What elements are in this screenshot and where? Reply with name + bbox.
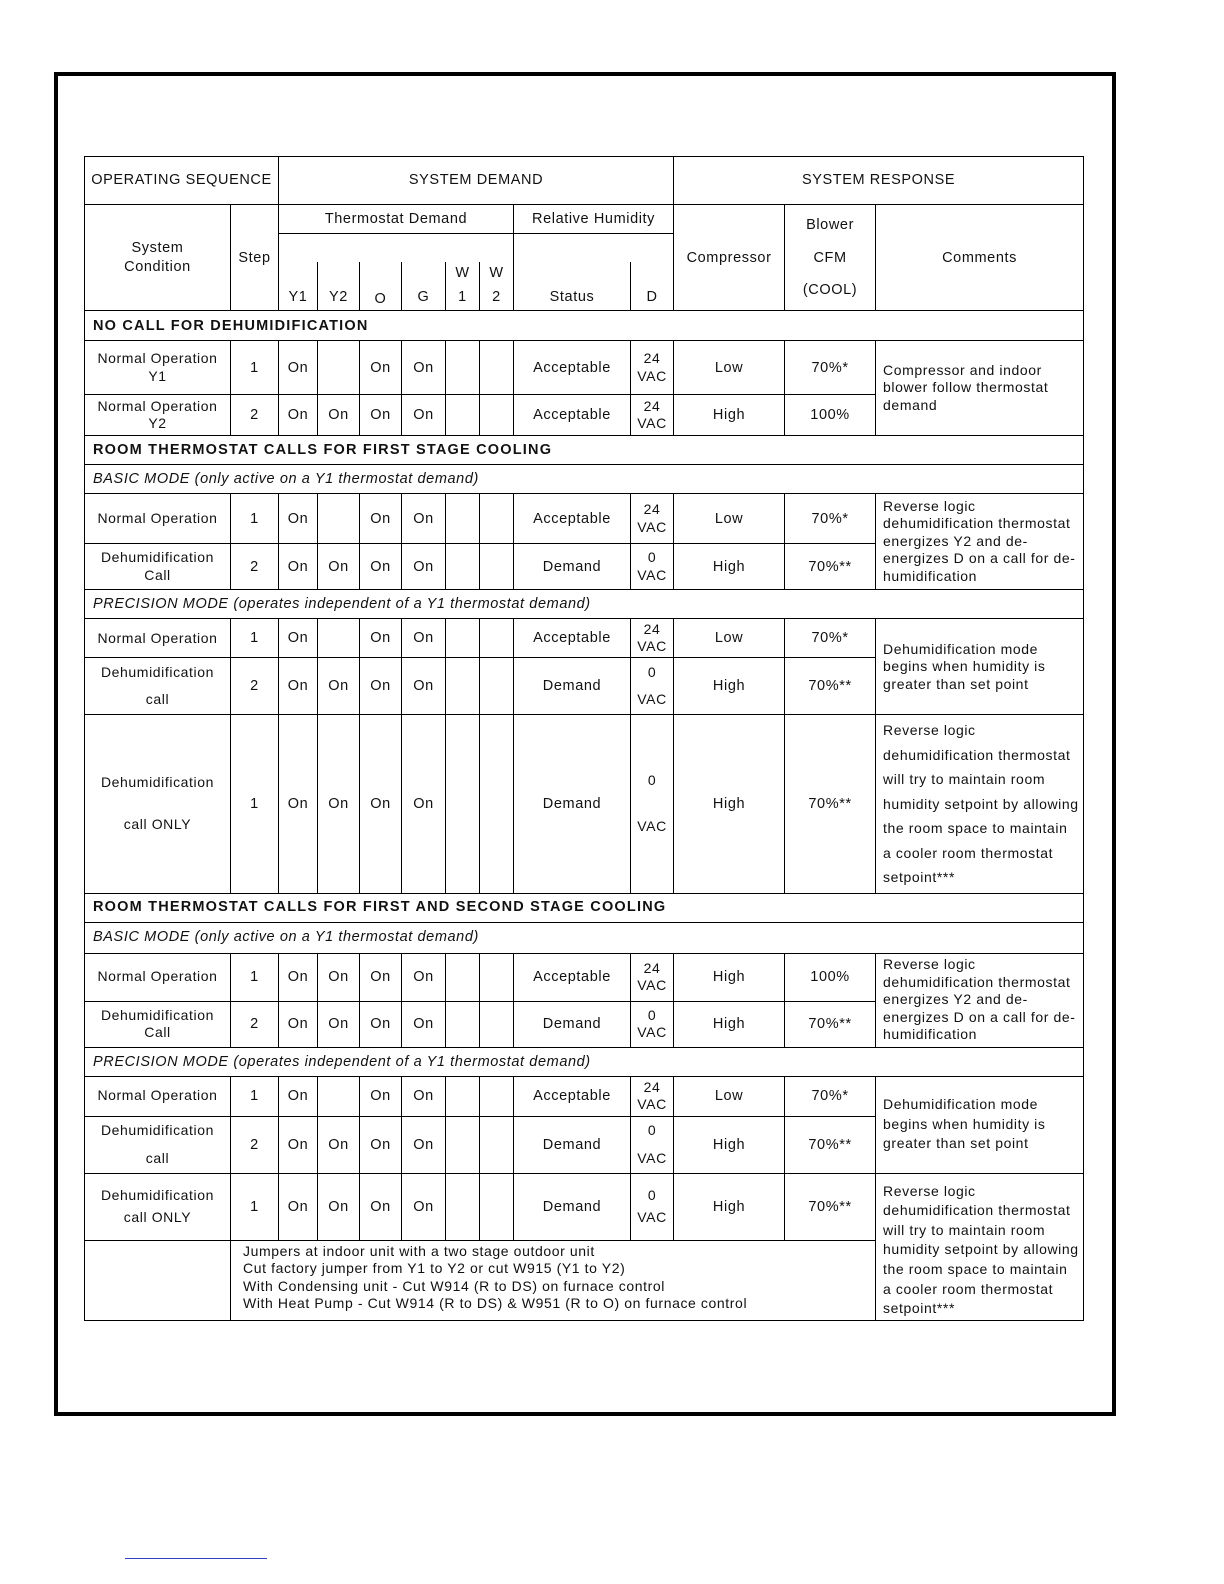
condition-line: Normal Operation — [97, 397, 218, 414]
o-cell: On — [360, 1001, 402, 1047]
g-cell: On — [402, 953, 446, 1001]
y1-cell: On — [279, 494, 318, 544]
d-cell — [631, 395, 674, 436]
d-unit: VAC — [637, 1208, 667, 1225]
step-cell: 2 — [231, 395, 279, 436]
comment-cell: Reverse logic dehumidification thermostat energizes Y2 and de-energizes D on a call for de-humidification — [876, 494, 1084, 590]
condition-line: Dehumidification — [100, 1187, 215, 1204]
blower-cell: 70%* — [785, 619, 876, 658]
condition-line: Dehumidification — [100, 1006, 215, 1023]
g-cell: On — [402, 544, 446, 590]
status-cell: Acceptable — [514, 1076, 631, 1116]
o-cell: On — [360, 1076, 402, 1116]
compressor-cell: Low — [674, 1076, 785, 1116]
step-cell: 2 — [231, 658, 279, 715]
d-unit: VAC — [637, 415, 667, 432]
condition-line: call ONLY — [123, 1208, 192, 1225]
condition-line: Dehumidification — [100, 549, 215, 566]
header-w2 — [480, 262, 514, 311]
o-cell: On — [360, 1116, 402, 1173]
o-cell: On — [360, 953, 402, 1001]
header-step: Step — [231, 205, 279, 311]
condition-dehum-only — [85, 1173, 231, 1240]
condition-line: Call — [144, 1024, 171, 1041]
condition-line: call — [145, 691, 170, 708]
o-cell: On — [360, 544, 402, 590]
header-w1-bottom: 1 — [458, 288, 467, 305]
g-cell: On — [402, 1001, 446, 1047]
mode-basic: BASIC MODE (only active on a Y1 thermostat demand) — [85, 922, 1084, 953]
compressor-cell: High — [674, 658, 785, 715]
d-unit: VAC — [637, 691, 667, 708]
blower-cell: 70%** — [785, 715, 876, 893]
step-cell: 2 — [231, 1116, 279, 1173]
comment-cell: Dehumidification mode begins when humidity is greater than set point — [876, 1076, 1084, 1173]
d-cell — [631, 494, 674, 544]
header-d: D — [631, 262, 674, 311]
status-cell: Acceptable — [514, 341, 631, 395]
d-cell — [631, 1173, 674, 1240]
w1-cell — [446, 1173, 480, 1240]
g-cell: On — [402, 1173, 446, 1240]
w1-cell — [446, 658, 480, 715]
header-system-response: SYSTEM RESPONSE — [674, 157, 1084, 205]
w2-cell — [480, 715, 514, 893]
header-status: Status — [514, 262, 631, 311]
comment-cell: Reverse logic dehumidification thermostat will try to maintain room humidity setpoint by allowing the room space to maintain a cooler room thermostat setpoint*** — [876, 715, 1084, 893]
blower-cell: 70%* — [785, 1076, 876, 1116]
header-y1: Y1 — [279, 262, 318, 311]
w2-cell — [480, 544, 514, 590]
y1-cell: On — [279, 1116, 318, 1173]
y1-cell: On — [279, 953, 318, 1001]
d-cell — [631, 953, 674, 1001]
y2-cell — [318, 1076, 360, 1116]
compressor-cell: Low — [674, 341, 785, 395]
compressor-cell: High — [674, 544, 785, 590]
condition-line: Y2 — [148, 415, 167, 432]
d-cell — [631, 715, 674, 893]
header-w2-bottom: 2 — [492, 288, 501, 305]
comment-cell: Reverse logic dehumidification thermostat will try to maintain room humidity setpoint by allowing the room space to maintain a cooler room thermostat setpoint*** — [876, 1173, 1084, 1320]
d-value: 24 — [643, 350, 661, 367]
d-cell — [631, 619, 674, 658]
step-cell: 1 — [231, 619, 279, 658]
y2-cell: On — [318, 1173, 360, 1240]
notes-empty-cell — [85, 1240, 231, 1320]
g-cell: On — [402, 1076, 446, 1116]
d-value: 24 — [643, 501, 661, 518]
header-w2-top: W — [489, 264, 504, 281]
o-cell: On — [360, 619, 402, 658]
d-cell — [631, 544, 674, 590]
header-system-demand: SYSTEM DEMAND — [279, 157, 674, 205]
y1-cell: On — [279, 1001, 318, 1047]
blower-cell: 100% — [785, 953, 876, 1001]
w1-cell — [446, 1076, 480, 1116]
header-w1 — [446, 262, 480, 311]
condition-line: call ONLY — [123, 815, 192, 832]
g-cell: On — [402, 395, 446, 436]
y2-cell: On — [318, 395, 360, 436]
header-blower-line2: CFM — [813, 249, 847, 266]
step-cell: 1 — [231, 715, 279, 893]
y2-cell: On — [318, 1001, 360, 1047]
compressor-cell: High — [674, 1116, 785, 1173]
step-cell: 2 — [231, 1001, 279, 1047]
blower-cell: 70%** — [785, 1116, 876, 1173]
header-g: G — [402, 262, 446, 311]
d-cell — [631, 1001, 674, 1047]
header-blower — [785, 205, 876, 311]
w2-cell — [480, 395, 514, 436]
w1-cell — [446, 1001, 480, 1047]
condition-line: Normal Operation — [97, 350, 218, 367]
jumper-note-line: Cut factory jumper from Y1 to Y2 or cut W915 (Y1 to Y2) — [243, 1260, 626, 1277]
header-relative-humidity: Relative Humidity — [514, 205, 674, 234]
header-system-condition-line1: System — [131, 240, 184, 257]
y1-cell: On — [279, 619, 318, 658]
d-unit: VAC — [637, 1149, 667, 1166]
w2-cell — [480, 658, 514, 715]
g-cell: On — [402, 619, 446, 658]
w2-cell — [480, 1001, 514, 1047]
blower-cell: 70%** — [785, 1001, 876, 1047]
d-cell — [631, 1076, 674, 1116]
d-unit: VAC — [637, 566, 667, 583]
o-cell: On — [360, 658, 402, 715]
w2-cell — [480, 953, 514, 1001]
y1-cell: On — [279, 341, 318, 395]
w1-cell — [446, 395, 480, 436]
o-cell: On — [360, 715, 402, 893]
blower-cell: 70%* — [785, 494, 876, 544]
g-cell: On — [402, 1116, 446, 1173]
status-cell: Demand — [514, 1173, 631, 1240]
g-cell: On — [402, 341, 446, 395]
blower-cell: 100% — [785, 395, 876, 436]
g-cell: On — [402, 494, 446, 544]
condition-normal: Normal Operation — [85, 1076, 231, 1116]
d-unit: VAC — [637, 817, 667, 834]
condition-normal: Normal Operation — [85, 619, 231, 658]
comment-cell: Dehumidification mode begins when humidity is greater than set point — [876, 619, 1084, 715]
o-cell: On — [360, 494, 402, 544]
blower-cell: 70%* — [785, 341, 876, 395]
header-compressor: Compressor — [674, 205, 785, 311]
o-cell: On — [360, 1173, 402, 1240]
condition-line: Dehumidification — [100, 663, 215, 680]
blower-cell: 70%** — [785, 544, 876, 590]
status-cell: Demand — [514, 658, 631, 715]
d-unit: VAC — [637, 1024, 667, 1041]
w1-cell — [446, 619, 480, 658]
header-blower-line3: (COOL) — [802, 281, 858, 298]
condition-normal: Normal Operation — [85, 953, 231, 1001]
y2-cell: On — [318, 658, 360, 715]
w2-cell — [480, 1076, 514, 1116]
step-cell: 1 — [231, 1173, 279, 1240]
d-value: 0 — [647, 549, 657, 566]
d-value: 0 — [647, 1006, 657, 1023]
compressor-cell: High — [674, 1001, 785, 1047]
y1-cell: On — [279, 544, 318, 590]
w2-cell — [480, 494, 514, 544]
d-unit: VAC — [637, 977, 667, 994]
header-w1-top: W — [455, 264, 470, 281]
y1-cell: On — [279, 715, 318, 893]
jumper-notes — [231, 1240, 876, 1320]
step-cell: 1 — [231, 341, 279, 395]
thermostat-subheader-spacer — [279, 234, 514, 262]
comment-cell: Reverse logic dehumidification thermostat energizes Y2 and de-energizes D on a call for de-humidification — [876, 953, 1084, 1047]
compressor-cell: High — [674, 395, 785, 436]
compressor-cell: High — [674, 953, 785, 1001]
humidity-subheader-spacer — [514, 234, 674, 262]
step-cell: 1 — [231, 494, 279, 544]
condition-line: Y1 — [148, 367, 167, 384]
y2-cell — [318, 341, 360, 395]
step-cell: 1 — [231, 953, 279, 1001]
w2-cell — [480, 1116, 514, 1173]
w1-cell — [446, 544, 480, 590]
d-value: 0 — [647, 663, 657, 680]
condition-normal-y1 — [85, 341, 231, 395]
status-cell: Acceptable — [514, 395, 631, 436]
y2-cell: On — [318, 544, 360, 590]
d-cell — [631, 1116, 674, 1173]
status-cell: Demand — [514, 544, 631, 590]
status-cell: Acceptable — [514, 953, 631, 1001]
y2-cell — [318, 494, 360, 544]
d-value: 0 — [647, 772, 657, 789]
header-comments: Comments — [876, 205, 1084, 311]
d-value: 24 — [643, 1078, 661, 1095]
header-system-condition-line2: Condition — [124, 258, 191, 275]
condition-dehum-call — [85, 1116, 231, 1173]
w1-cell — [446, 341, 480, 395]
y1-cell: On — [279, 658, 318, 715]
header-o: O — [360, 262, 402, 311]
section-first-stage: ROOM THERMOSTAT CALLS FOR FIRST STAGE COOLING — [85, 436, 1084, 465]
step-cell: 1 — [231, 1076, 279, 1116]
status-cell: Demand — [514, 715, 631, 893]
y2-cell: On — [318, 953, 360, 1001]
y1-cell: On — [279, 1173, 318, 1240]
o-cell: On — [360, 341, 402, 395]
mode-precision: PRECISION MODE (operates independent of a Y1 thermostat demand) — [85, 590, 1084, 619]
d-unit: VAC — [637, 367, 667, 384]
condition-dehum-call — [85, 658, 231, 715]
d-value: 24 — [643, 620, 661, 637]
y2-cell: On — [318, 1116, 360, 1173]
condition-dehum-call — [85, 544, 231, 590]
jumper-note-line: With Condensing unit - Cut W914 (R to DS) on furnace control — [243, 1277, 665, 1294]
d-value: 24 — [643, 959, 661, 976]
w2-cell — [480, 619, 514, 658]
o-cell: On — [360, 395, 402, 436]
w2-cell — [480, 341, 514, 395]
mode-precision: PRECISION MODE (operates independent of a Y1 thermostat demand) — [85, 1047, 1084, 1076]
condition-line: call — [145, 1149, 170, 1166]
condition-line: Dehumidification — [100, 1122, 215, 1139]
w1-cell — [446, 715, 480, 893]
d-cell — [631, 341, 674, 395]
y1-cell: On — [279, 1076, 318, 1116]
header-thermostat-demand: Thermostat Demand — [279, 205, 514, 234]
status-cell: Demand — [514, 1001, 631, 1047]
section-no-call: NO CALL FOR DEHUMIDIFICATION — [85, 311, 1084, 341]
blower-cell: 70%** — [785, 658, 876, 715]
operating-sequence-table — [84, 156, 1084, 1321]
condition-normal: Normal Operation — [85, 494, 231, 544]
w1-cell — [446, 1116, 480, 1173]
g-cell: On — [402, 658, 446, 715]
header-system-condition — [85, 205, 231, 311]
g-cell: On — [402, 715, 446, 893]
w1-cell — [446, 494, 480, 544]
d-unit: VAC — [637, 1096, 667, 1113]
status-cell: Demand — [514, 1116, 631, 1173]
compressor-cell: Low — [674, 619, 785, 658]
status-cell: Acceptable — [514, 619, 631, 658]
compressor-cell: Low — [674, 494, 785, 544]
status-cell: Acceptable — [514, 494, 631, 544]
step-cell: 2 — [231, 544, 279, 590]
d-unit: VAC — [637, 638, 667, 655]
footer-rule — [125, 1558, 267, 1559]
d-value: 0 — [647, 1122, 657, 1139]
jumper-note-line: Jumpers at indoor unit with a two stage outdoor unit — [243, 1242, 595, 1259]
condition-normal-y2 — [85, 395, 231, 436]
y2-cell: On — [318, 715, 360, 893]
blower-cell: 70%** — [785, 1173, 876, 1240]
section-first-second-stage: ROOM THERMOSTAT CALLS FOR FIRST AND SECOND STAGE COOLING — [85, 893, 1084, 922]
condition-line: Call — [144, 566, 171, 583]
header-y2: Y2 — [318, 262, 360, 311]
w2-cell — [480, 1173, 514, 1240]
y1-cell: On — [279, 395, 318, 436]
compressor-cell: High — [674, 715, 785, 893]
condition-dehum-call — [85, 1001, 231, 1047]
comment-cell: Compressor and indoor blower follow thermostat demand — [876, 341, 1084, 436]
d-unit: VAC — [637, 518, 667, 535]
header-operating-sequence: OPERATING SEQUENCE — [85, 157, 279, 205]
condition-line: Dehumidification — [100, 774, 215, 791]
condition-dehum-only — [85, 715, 231, 893]
w1-cell — [446, 953, 480, 1001]
y2-cell — [318, 619, 360, 658]
d-value: 24 — [643, 397, 661, 414]
mode-basic: BASIC MODE (only active on a Y1 thermostat demand) — [85, 465, 1084, 494]
header-blower-line1: Blower — [806, 217, 854, 234]
compressor-cell: High — [674, 1173, 785, 1240]
d-value: 0 — [647, 1187, 657, 1204]
d-cell — [631, 658, 674, 715]
jumper-note-line: With Heat Pump - Cut W914 (R to DS) & W951 (R to O) on furnace control — [243, 1295, 748, 1312]
